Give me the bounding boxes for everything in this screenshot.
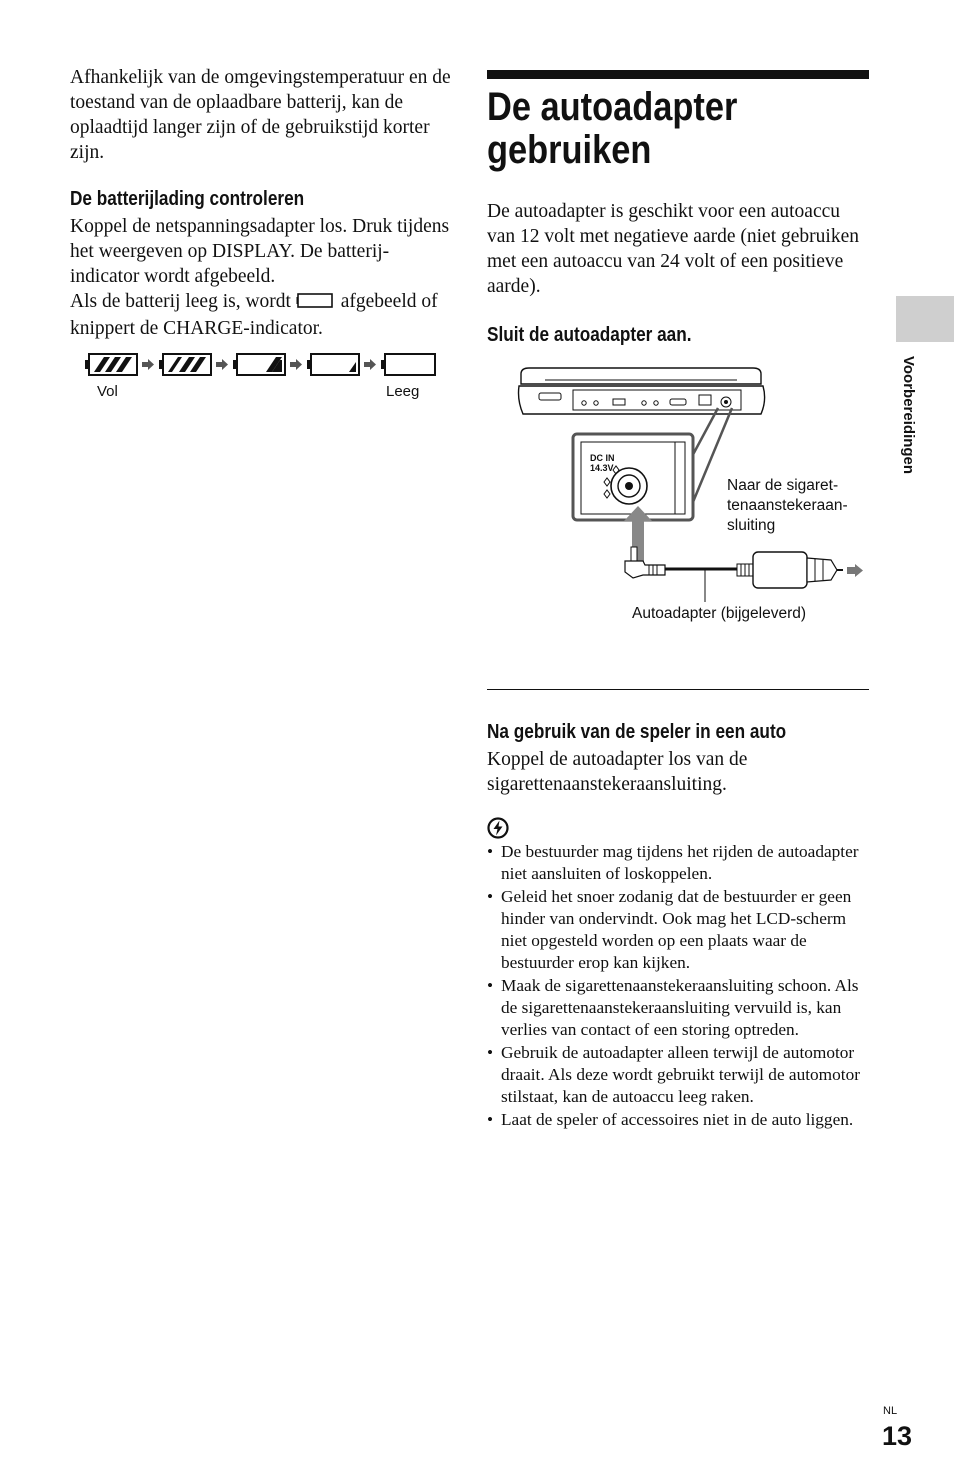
page-number: 13 [882,1421,913,1451]
voltage-label: 14.3V [590,463,614,473]
battery-check-heading: De batterijlading controleren [70,188,305,210]
chapter-tab-label: Voorbereidingen [900,356,917,475]
after-use-paragraph: Koppel de autoadapter los van de sigarettenaanstekeraansluiting. [487,749,748,795]
battery-two-thirds-icon [159,354,211,375]
battery-empty-label: Leeg [386,383,420,400]
battery-empty-text-after: afgebeeld of knippert de CHARGE-indicator. [70,291,438,339]
battery-check-paragraph: Koppel de netspanningsadapter los. Druk tijdens het weergeven op DISPLAY. De batterij-indicator wordt afgebeeld. [70,216,450,287]
battery-empty-paragraph [70,289,455,341]
battery-empty-icon [381,354,435,375]
list-item: • Laat de speler of accessoires niet in de auto liggen. [487,1109,872,1131]
list-item: • De bestuurder mag tijdens het rijden de autoadapter niet aansluiten of loskoppelen. [487,841,872,886]
battery-level-sequence-icon [84,351,444,381]
after-use-heading: Na gebruik van de speler in een auto [487,721,787,743]
chapter-tab [901,356,917,506]
empty-battery-icon [296,291,336,316]
section-title: De autoadapter gebruiken [487,85,738,172]
divider [487,689,869,690]
connect-heading: Sluit de autoadapter aan. [487,324,692,346]
battery-one-third-icon [233,354,285,375]
dc-in-label: DC IN [590,453,615,463]
caution-icon [487,817,509,839]
battery-full-icon [85,354,137,375]
notes-list [487,841,872,1131]
list-item: • Maak de sigarettenaanstekeraansluiting schoon. Als de sigarettenaanstekeraansluiting vervuild is, kan verlies van contact of een storing optreden. [487,975,872,1042]
section-paragraph: De autoadapter is geschikt voor een autoaccu van 12 volt met negatieve aarde (niet gebruiken met een autoaccu van 24 volt of een positieve aarde). [487,201,859,297]
section-title-rule [487,70,869,79]
diagram-labels [590,453,615,473]
battery-empty-text-before: Als de batterij leeg is, wordt [70,291,291,312]
socket-label: Naar de sigaret- tenaanstekeraan- sluiting [727,477,848,534]
adapter-label: Autoadapter (bijgeleverd) [632,605,807,622]
intro-paragraph: Afhankelijk van de omgevingstemperatuur en de toestand van de oplaadbare batterij, kan de oplaadtijd langer zijn of de gebruikstijd korter zijn. [70,67,451,163]
chapter-tab-marker [896,296,954,342]
list-item: • Gebruik de autoadapter alleen terwijl de automotor draait. Als deze wordt gebruikt terwijl de automotor stilstaat, kan de autoaccu leeg raken. [487,1042,872,1109]
battery-low-icon [307,354,359,375]
battery-level-indicators [84,351,444,381]
list-item: • Geleid het snoer zodanig dat de bestuurder er geen hinder van ondervindt. Ook mag het LCD-scherm niet opgesteld worden op een plaats waar de bestuurder erop kan kijken. [487,886,872,975]
battery-full-label: Vol [97,383,118,400]
language-code: NL [883,1405,898,1417]
